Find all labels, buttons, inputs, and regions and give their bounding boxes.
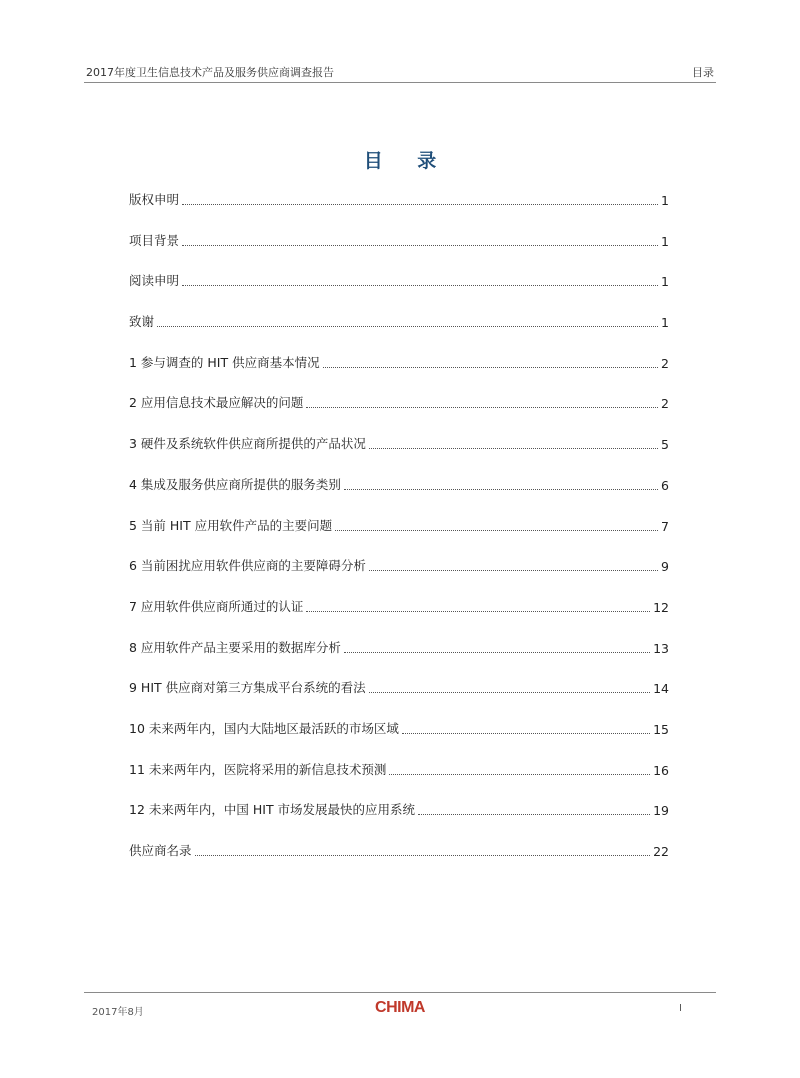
toc-entry-page: 2 xyxy=(661,396,669,412)
toc-entry-page: 12 xyxy=(653,599,669,615)
toc-entry-page: 6 xyxy=(661,477,669,493)
toc-entry-page: 5 xyxy=(661,437,669,453)
toc-entry[interactable] xyxy=(129,269,669,289)
toc-entry-page: 19 xyxy=(653,803,669,819)
toc-entry[interactable] xyxy=(129,514,669,534)
toc-entry[interactable] xyxy=(129,188,669,208)
toc-leader-dots xyxy=(344,652,650,653)
toc-entry-label: 6 当前困扰应用软件供应商的主要障碍分析 xyxy=(129,558,366,574)
toc-entry-label: 9 HIT 供应商对第三方集成平台系统的看法 xyxy=(129,680,366,696)
toc-entry-page: 16 xyxy=(653,762,669,778)
toc-entry[interactable] xyxy=(129,310,669,330)
toc-entry[interactable] xyxy=(129,839,669,859)
toc-entry-label: 4 集成及服务供应商所提供的服务类别 xyxy=(129,476,341,492)
chima-logo: CHIMA xyxy=(375,999,425,1016)
toc-entry-page: 9 xyxy=(661,559,669,575)
toc-entry[interactable] xyxy=(129,676,669,696)
toc-entry-label: 3 硬件及系统软件供应商所提供的产品状况 xyxy=(129,436,366,452)
toc-entry[interactable] xyxy=(129,636,669,656)
toc-entry-label: 版权申明 xyxy=(129,192,180,207)
toc-leader-dots xyxy=(182,285,658,286)
toc-entry-label: 12 未来两年内，中国 HIT 市场发展最快的应用系统 xyxy=(129,802,416,818)
toc-entry[interactable] xyxy=(129,758,669,778)
toc-leader-dots xyxy=(195,855,651,856)
toc-entry-label: 2 应用信息技术最应解决的问题 xyxy=(129,395,304,411)
toc-entry-page: 1 xyxy=(661,274,669,290)
toc-entry-label: 5 当前 HIT 应用软件产品的主要问题 xyxy=(129,517,333,533)
toc-leader-dots xyxy=(369,570,658,571)
toc-entry-page: 14 xyxy=(653,681,669,697)
toc-leader-dots xyxy=(402,733,650,734)
page-footer xyxy=(84,992,716,1023)
page-header xyxy=(84,62,716,83)
toc-entry-label: 7 应用软件供应商所通过的认证 xyxy=(129,598,304,614)
toc-entry-label: 供应商名录 xyxy=(129,843,192,858)
toc-entry[interactable] xyxy=(129,717,669,737)
toc-entry[interactable] xyxy=(129,351,669,371)
toc-leader-dots xyxy=(306,407,658,408)
report-title: 2017年度卫生信息技术产品及服务供应商调查报告 xyxy=(86,66,334,79)
toc-entry-page: 22 xyxy=(653,844,669,859)
toc-entry-page: 1 xyxy=(661,233,669,249)
toc-leader-dots xyxy=(323,367,658,368)
toc-entry-page: 13 xyxy=(653,640,669,656)
toc-entry-label: 8 应用软件产品主要采用的数据库分析 xyxy=(129,639,341,655)
toc-entry-label: 1 参与调查的 HIT 供应商基本情况 xyxy=(129,354,320,370)
toc-entry[interactable] xyxy=(129,229,669,249)
toc-entry-page: 1 xyxy=(661,315,669,331)
toc-entry[interactable] xyxy=(129,798,669,818)
toc-leader-dots xyxy=(369,448,658,449)
toc-entry-page: 15 xyxy=(653,721,669,737)
toc-leader-dots xyxy=(306,611,650,612)
toc-leader-dots xyxy=(335,530,658,531)
toc-leader-dots xyxy=(418,814,650,815)
section-label: 目录 xyxy=(692,66,714,79)
toc-entry-page: 2 xyxy=(661,355,669,371)
table-of-contents xyxy=(129,188,669,880)
toc-entry[interactable] xyxy=(129,432,669,452)
toc-entry-page: 7 xyxy=(661,518,669,534)
toc-entry-label: 致谢 xyxy=(129,314,155,330)
toc-leader-dots xyxy=(369,692,650,693)
toc-entry[interactable] xyxy=(129,595,669,615)
toc-entry-label: 项目背景 xyxy=(129,232,180,248)
toc-leader-dots xyxy=(182,204,658,205)
toc-entry[interactable] xyxy=(129,391,669,411)
toc-entry-page: 1 xyxy=(661,193,669,208)
toc-entry-label: 10 未来两年内，国内大陆地区最活跃的市场区域 xyxy=(129,720,399,736)
toc-title: 目 录 xyxy=(363,150,451,172)
toc-entry-label: 阅读申明 xyxy=(129,273,180,289)
page-number: I xyxy=(679,1003,682,1014)
toc-entry-label: 11 未来两年内，医院将采用的新信息技术预测 xyxy=(129,761,387,777)
toc-leader-dots xyxy=(182,245,658,246)
toc-leader-dots xyxy=(389,774,650,775)
footer-date: 2017年8月 xyxy=(92,1007,144,1018)
toc-entry[interactable] xyxy=(129,554,669,574)
toc-leader-dots xyxy=(157,326,658,327)
toc-leader-dots xyxy=(344,489,658,490)
toc-entry[interactable] xyxy=(129,473,669,493)
